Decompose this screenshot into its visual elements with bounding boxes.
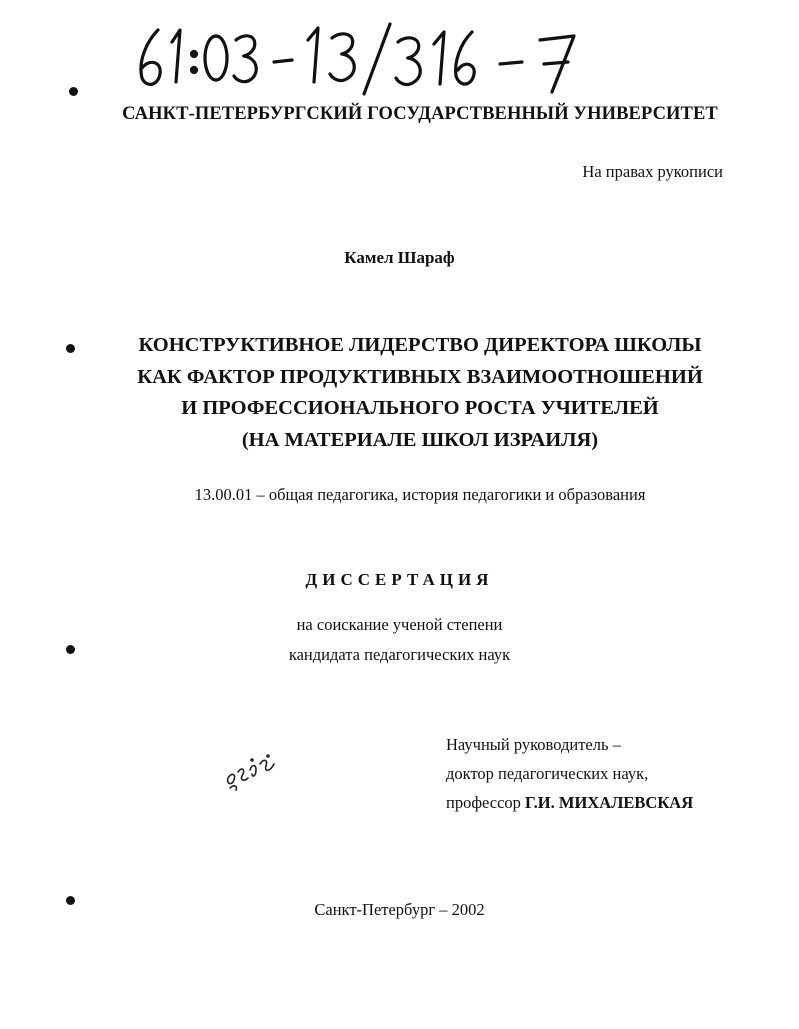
title-line: И ПРОФЕССИОНАЛЬНОГО РОСТА УЧИТЕЛЕЙ [181, 397, 659, 419]
handwritten-archive-number [128, 18, 598, 96]
binding-hole-dot [66, 344, 75, 353]
binding-hole-dot [69, 87, 78, 96]
scientific-adviser [446, 730, 746, 817]
specialty-code: 13.00.01 – общая педагогика, история педагогики и образования [194, 485, 646, 504]
adviser-name: Г.И. МИХАЛЕВСКАЯ [525, 793, 694, 812]
author-name: Камел Шараф [344, 248, 455, 267]
city-year: Санкт-Петербург – 2002 [314, 900, 485, 919]
adviser-role: Научный руководитель – [446, 735, 621, 754]
title-line: КАК ФАКТОР ПРОДУКТИВНЫХ ВЗАИМООТНОШЕНИЙ [137, 365, 703, 388]
rights-note: На правах рукописи [582, 162, 723, 181]
document-type: ДИССЕРТАЦИЯ [305, 570, 494, 589]
degree-line: на соискание ученой степени [296, 615, 503, 634]
dissertation-title [90, 330, 750, 456]
adviser-degree: доктор педагогических наук, [446, 764, 649, 783]
title-line: (НА МАТЕРИАЛЕ ШКОЛ ИЗРАИЛЯ) [241, 428, 599, 451]
degree-line: кандидата педагогических наук [288, 645, 511, 664]
handwritten-signature [222, 750, 282, 792]
university-name: САНКТ-ПЕТЕРБУРГСКИЙ ГОСУДАРСТВЕННЫЙ УНИВЕРСИТЕТ [122, 104, 718, 124]
title-line: КОНСТРУКТИВНОЕ ЛИДЕРСТВО ДИРЕКТОРА ШКОЛЫ [138, 334, 702, 356]
adviser-name-line [446, 788, 746, 817]
adviser-title: профессор [446, 793, 521, 812]
